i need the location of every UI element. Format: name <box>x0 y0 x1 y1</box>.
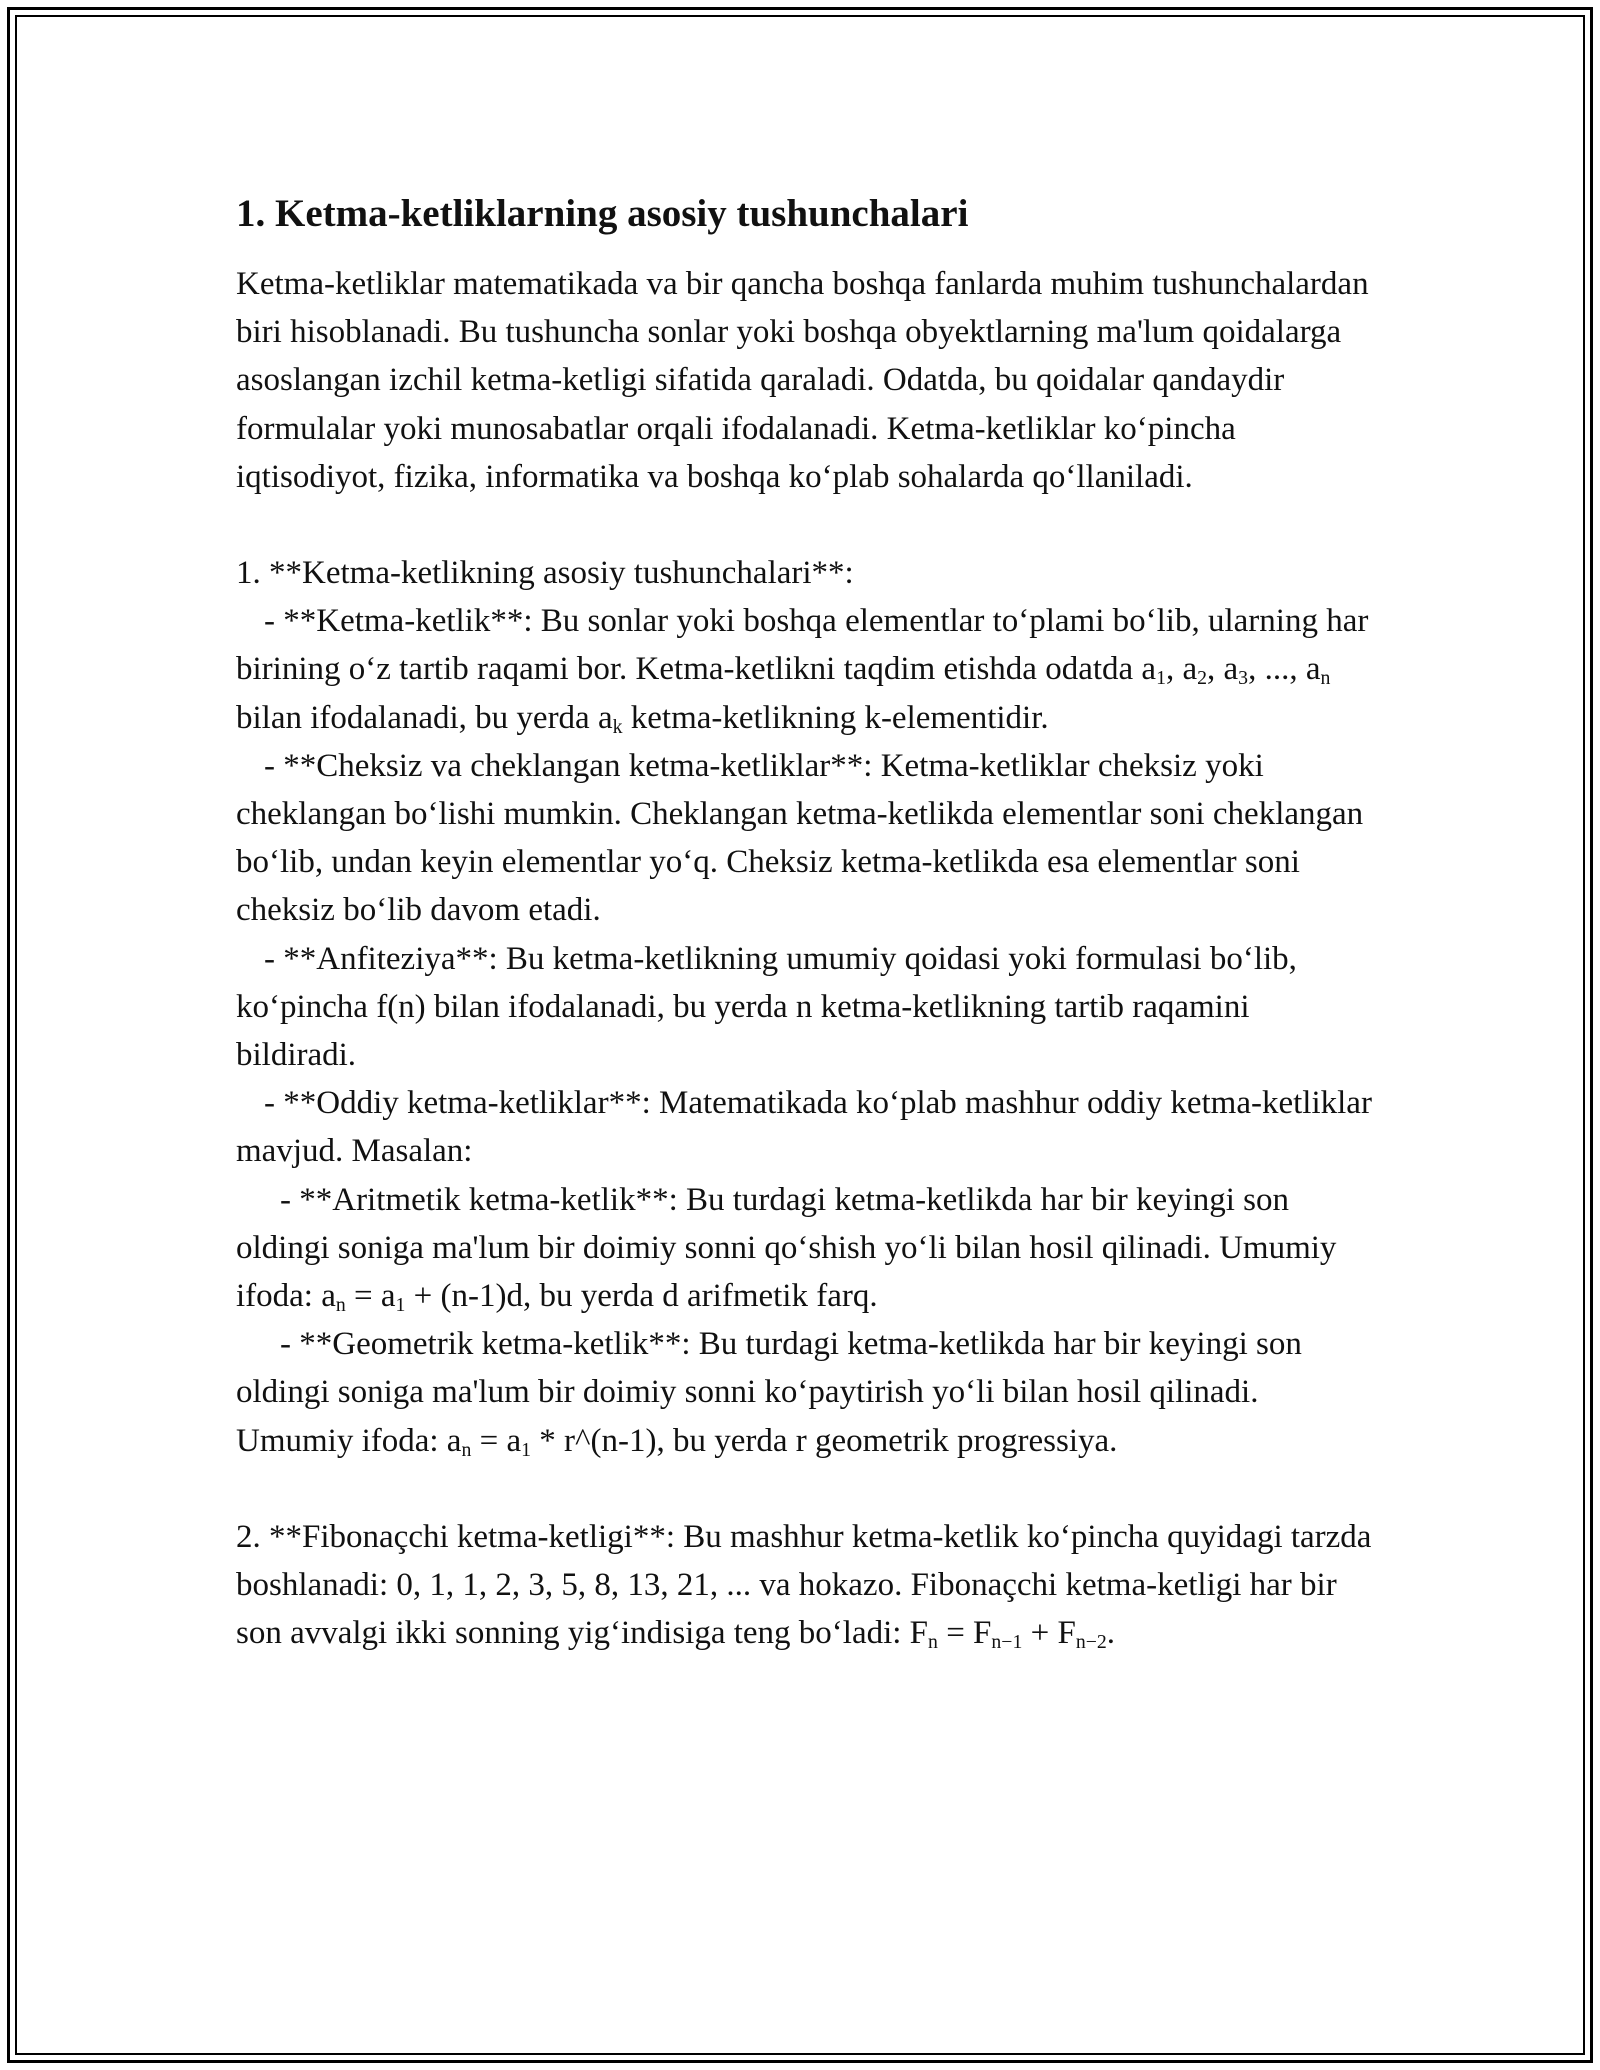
sublist-item-arithmetic: - **Aritmetik ketma-ketlik**: Bu turdagi ketma-ketlikda har bir keyingi son oldingi soniga ma'lum bir doimiy sonni qo‘shish yo‘li bilan hosil qilinadi. Umumiy ifoda: $a_n = a_1 + (n-1)d$, bu yerda d arifmetik farq. <box>236 1181 1337 1316</box>
list-item-simple-sequences: - **Oddiy ketma-ketliklar**: Matematikada ko‘plab mashhur oddiy ketma-ketliklar mavjud. Masalan: <box>236 1085 1372 1170</box>
section-heading: 1. Ketma-ketliklarning asosiy tushunchalari <box>236 192 969 235</box>
paragraph-gap <box>236 1465 1376 1513</box>
list-item-infinite-finite: - **Cheksiz va cheklangan ketma-ketliklar**: Ketma-ketliklar cheksiz yoki cheklangan bo‘lishi mumkin. Cheklangan ketma-ketlikda elementlar soni cheklangan bo‘lib, undan keyin elementlar yo‘q. Cheksiz ketma-ketlikda esa elementlar soni cheksiz bo‘lib davom etadi. <box>236 747 1364 929</box>
paragraph-gap <box>236 501 1376 549</box>
intro-paragraph: Ketma-ketliklar matematikada va bir qancha boshqa fanlarda muhim tushunchalardan biri hisoblanadi. Bu tushuncha sonlar yoki boshqa obyektlarning ma'lum qoidalarga asoslangan izchil ketma-ketligi sifatida qaraladi. Odatda, bu qoidalar qandaydir formulalar yoki munosabatlar orqali ifodalanadi. Ketma-ketliklar ko‘pincha iqtisodiyot, fizika, informatika va boshqa ko‘plab sohalarda qo‘llaniladi. <box>236 266 1369 495</box>
list-item-fibonacci: 2. **Fibonaçchi ketma-ketligi**: Bu mashhur ketma-ketlik ko‘pincha quyidagi tarzda boshlanadi: 0, 1, 1, 2, 3, 5, 8, 13, 21, ... va hokazo. Fibonaçchi ketma-ketligi har bir son avvalgi ikki sonning yig‘indisiga teng bo‘ladi: $F_n = F_{n-1} + F_{n-2}$. <box>236 1518 1372 1654</box>
list-title-basic-concepts: 1. **Ketma-ketlikning asosiy tushunchalari**: <box>236 555 854 592</box>
list-item-sequence-definition: - **Ketma-ketlik**: Bu sonlar yoki boshqa elementlar to‘plami bo‘lib, ularning har birining o‘z tartib raqami bor. Ketma-ketlikni taqdim etishda odatda $a_1$, $a_2$, $a_3$, ..., $a_n$ bilan ifodalanadi, bu yerda $a_k$ ketma-ketlikning k-elementidir. <box>236 603 1369 738</box>
document-page <box>236 190 1376 1657</box>
list-item-general-rule: - **Anfiteziya**: Bu ketma-ketlikning umumiy qoidasi yoki formulasi bo‘lib, ko‘pincha f(n) bilan ifodalanadi, bu yerda n ketma-ketlikning tartib raqamini bildiradi. <box>236 940 1297 1074</box>
sublist-item-geometric: - **Geometrik ketma-ketlik**: Bu turdagi ketma-ketlikda har bir keyingi son oldingi soniga ma'lum bir doimiy sonni ko‘paytirish yo‘li bilan hosil qilinadi. Umumiy ifoda: $a_n = a_1$ * r^(n-1), bu yerda r geometrik progressiya. <box>236 1326 1302 1461</box>
